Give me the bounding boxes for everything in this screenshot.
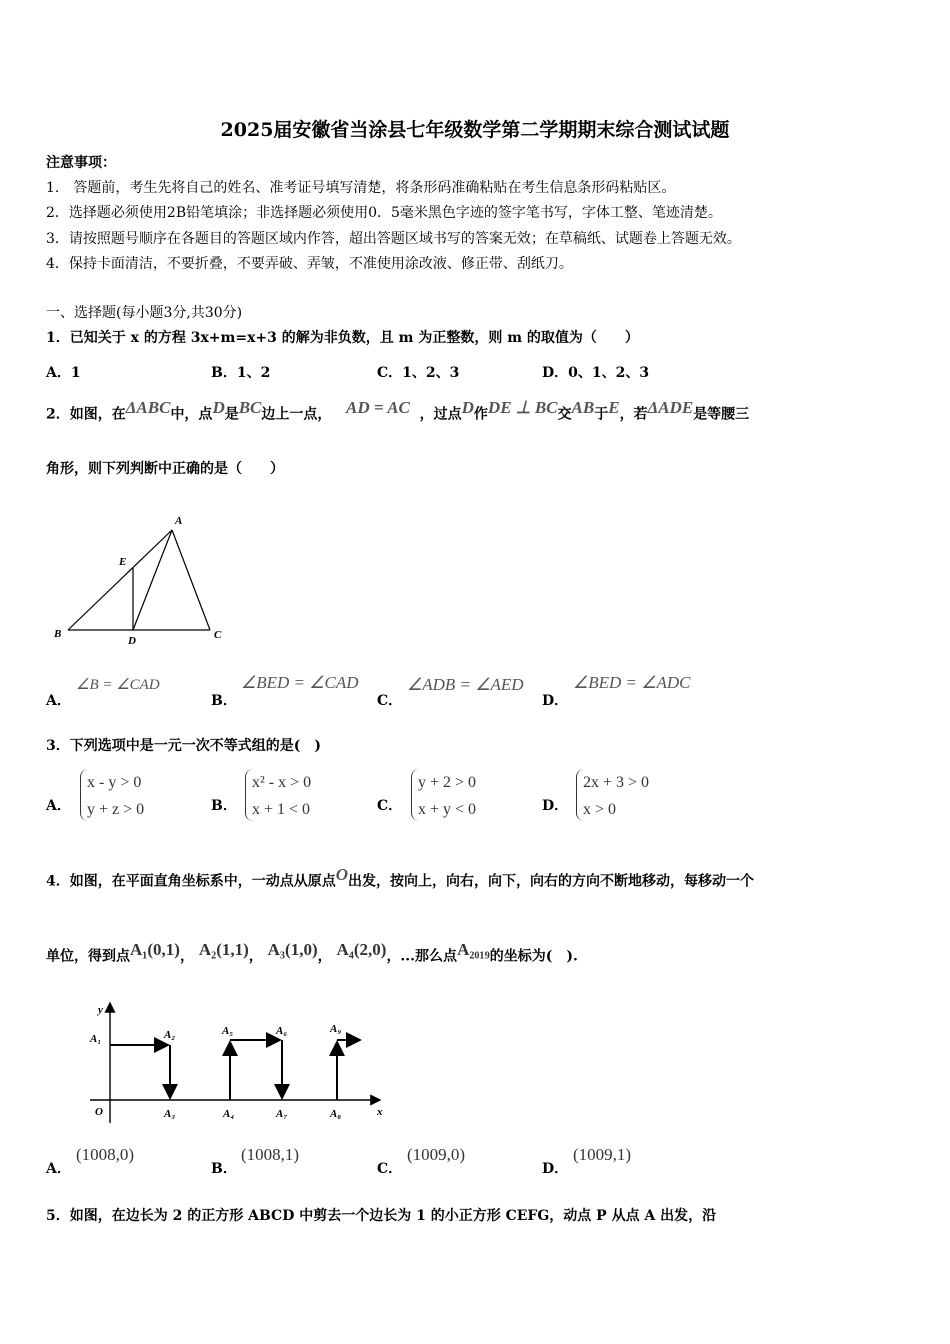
q2-stem-line2: 角形，则下列判断中正确的是（ ）	[46, 461, 284, 477]
triangle-figure	[0, 505, 260, 645]
segment-ba	[68, 530, 172, 630]
math: A₄(2,0)	[336, 940, 387, 959]
math: BC	[238, 398, 262, 417]
q1-option-b[interactable]: B．1、2	[211, 365, 271, 381]
inequality: x² - x > 0	[252, 774, 312, 791]
text: 出发，按向上，向右，向下，向右的方向不断地移动，每移动一个	[348, 873, 755, 890]
math: ΔABC	[125, 398, 171, 417]
q4-stem-line1	[46, 865, 754, 891]
text: 交	[557, 406, 572, 423]
label-a9: A₉	[330, 1023, 342, 1035]
label-o: O	[95, 1106, 103, 1118]
q2-option-c[interactable]: ∠ADB = ∠AED	[407, 675, 524, 694]
q3-option-a-letter[interactable]: A．	[46, 798, 71, 814]
q3-option-d[interactable]	[576, 769, 649, 821]
q4-option-c[interactable]: (1009,0)	[407, 1145, 466, 1164]
label-a3: A₃	[164, 1108, 176, 1120]
math: DE ⊥ BC	[487, 398, 558, 417]
q3-option-a[interactable]	[80, 769, 144, 821]
inequality: x + 1 < 0	[252, 801, 311, 818]
text: 的坐标为( ).	[489, 948, 578, 965]
label-a2: A₂	[164, 1029, 176, 1041]
text: 是	[224, 406, 239, 423]
label-y: y	[98, 1004, 103, 1016]
q1-stem: 1．已知关于 x 的方程 3x+m=x+3 的解为非负数，且 m 为正整数，则 m 的取值为（ ）	[46, 330, 639, 346]
label-a: A	[175, 515, 183, 527]
math: A₃(1,0)	[267, 940, 318, 959]
math: A₁(0,1)	[130, 940, 180, 959]
q5-stem: 5．如图，在边长为 2 的正方形 ABCD 中剪去一个边长为 1 的小正方形 CEFG，动点 P 从点 A 出发，沿	[46, 1208, 717, 1224]
coordinate-figure	[80, 995, 400, 1125]
q4-option-a-letter[interactable]: A．	[46, 1161, 71, 1177]
inequality: y + z > 0	[87, 801, 145, 818]
text: 2．如图，在	[46, 406, 126, 423]
math: A₂₀₁₉	[457, 940, 490, 959]
segment-ad	[133, 530, 172, 630]
q2-option-a-letter[interactable]: A．	[46, 693, 71, 709]
label-a8: A₈	[330, 1108, 342, 1120]
q2-stem	[46, 398, 749, 424]
section-heading: 一、选择题(每小题3分,共30分)	[46, 305, 243, 321]
inequality: y + 2 > 0	[418, 774, 477, 791]
text: 中，点	[170, 406, 213, 423]
q2-option-b[interactable]: ∠BED = ∠CAD	[241, 673, 359, 692]
label-d: D	[128, 635, 136, 645]
q2-option-c-letter[interactable]: C．	[377, 693, 403, 709]
page-title: 2025届安徽省当涂县七年级数学第二学期期末综合测试试题	[220, 119, 730, 141]
q4-option-b-letter[interactable]: B．	[211, 1161, 237, 1177]
q2-option-d-letter[interactable]: D．	[542, 693, 569, 709]
notice-item: 1. 答题前，考生先将自己的姓名、准考证号填写清楚，将条形码准确粘贴在考生信息条形码粘贴区。	[46, 180, 676, 196]
math: AB	[571, 398, 595, 417]
segment-ac	[172, 530, 210, 630]
q4-option-a[interactable]: (1008,0)	[76, 1145, 135, 1164]
math: O	[335, 865, 349, 884]
notice-item: 2．选择题必须使用2B铅笔填涂；非选择题必须使用0．5毫米黑色字迹的签字笔书写，字体工整、笔迹清楚。	[46, 205, 722, 221]
text: 4．如图，在平面直角坐标系中，一动点从原点	[46, 873, 336, 890]
q4-option-c-letter[interactable]: C．	[377, 1161, 403, 1177]
q4-option-d[interactable]: (1009,1)	[573, 1145, 632, 1164]
q1-option-a[interactable]: A．1	[46, 365, 81, 381]
q3-option-c[interactable]	[411, 769, 476, 821]
text: ，若	[619, 406, 648, 423]
q2-option-d[interactable]: ∠BED = ∠ADC	[573, 673, 691, 692]
text: ，...那么点	[386, 948, 458, 965]
label-e: E	[119, 556, 127, 568]
q1-option-c[interactable]: C．1、2、3	[377, 365, 460, 381]
inequality: x > 0	[583, 801, 617, 818]
label-a7: A₇	[276, 1108, 288, 1120]
text: 于	[594, 406, 609, 423]
label-b: B	[54, 628, 62, 640]
text: ，过点	[419, 406, 462, 423]
q3-option-c-letter[interactable]: C．	[377, 798, 403, 814]
math: A₂(1,1)	[198, 940, 249, 959]
math: AD = AC	[346, 398, 410, 417]
q4-option-b[interactable]: (1008,1)	[241, 1145, 300, 1164]
text: 是等腰三	[693, 406, 750, 423]
q1-option-d[interactable]: D．0、1、2、3	[542, 365, 650, 381]
notice-item: 4．保持卡面清洁，不要折叠，不要弄破、弄皱，不准使用涂改液、修正带、刮纸刀。	[46, 256, 573, 272]
label-a6: A₆	[276, 1025, 288, 1037]
q4-stem-line2: 单位，得到点$^{A_1(0,1)}$， $^{A_2(1,1)}$， $^{A_3(1,0)}$， $^{A_4(2,0)}$，...那么点$^{A_{2019}}$的坐标为( ).	[46, 940, 578, 965]
notice-item: 3．请按照题号顺序在各题目的答题区域内作答，超出答题区域书写的答案无效；在草稿纸、试题卷上答题无效。	[46, 231, 741, 247]
label-c: C	[214, 629, 222, 641]
q2-option-a[interactable]: ∠B = ∠CAD	[76, 677, 160, 693]
label-a1: A₁	[90, 1033, 102, 1045]
text: 边上一点，	[261, 406, 332, 423]
q3-option-b-letter[interactable]: B．	[211, 798, 237, 814]
label-a5: A₅	[222, 1025, 234, 1037]
q4-option-d-letter[interactable]: D．	[542, 1161, 569, 1177]
text: 单位，得到点	[46, 948, 130, 965]
q2-option-b-letter[interactable]: B．	[211, 693, 237, 709]
math: ΔADE	[647, 398, 694, 417]
inequality: x - y > 0	[87, 774, 142, 791]
q3-option-b[interactable]	[245, 769, 311, 821]
math: D	[212, 398, 225, 417]
math: D	[461, 398, 474, 417]
q3-option-d-letter[interactable]: D．	[542, 798, 569, 814]
notice-heading: 注意事项：	[46, 155, 116, 171]
q3-stem: 3．下列选项中是一元一次不等式组的是( )	[46, 738, 321, 754]
label-x: x	[377, 1106, 383, 1118]
inequality: 2x + 3 > 0	[583, 774, 650, 791]
math: E	[608, 398, 620, 417]
inequality: x + y < 0	[418, 801, 477, 818]
label-a4: A₄	[223, 1108, 235, 1120]
text: 作	[473, 406, 488, 423]
